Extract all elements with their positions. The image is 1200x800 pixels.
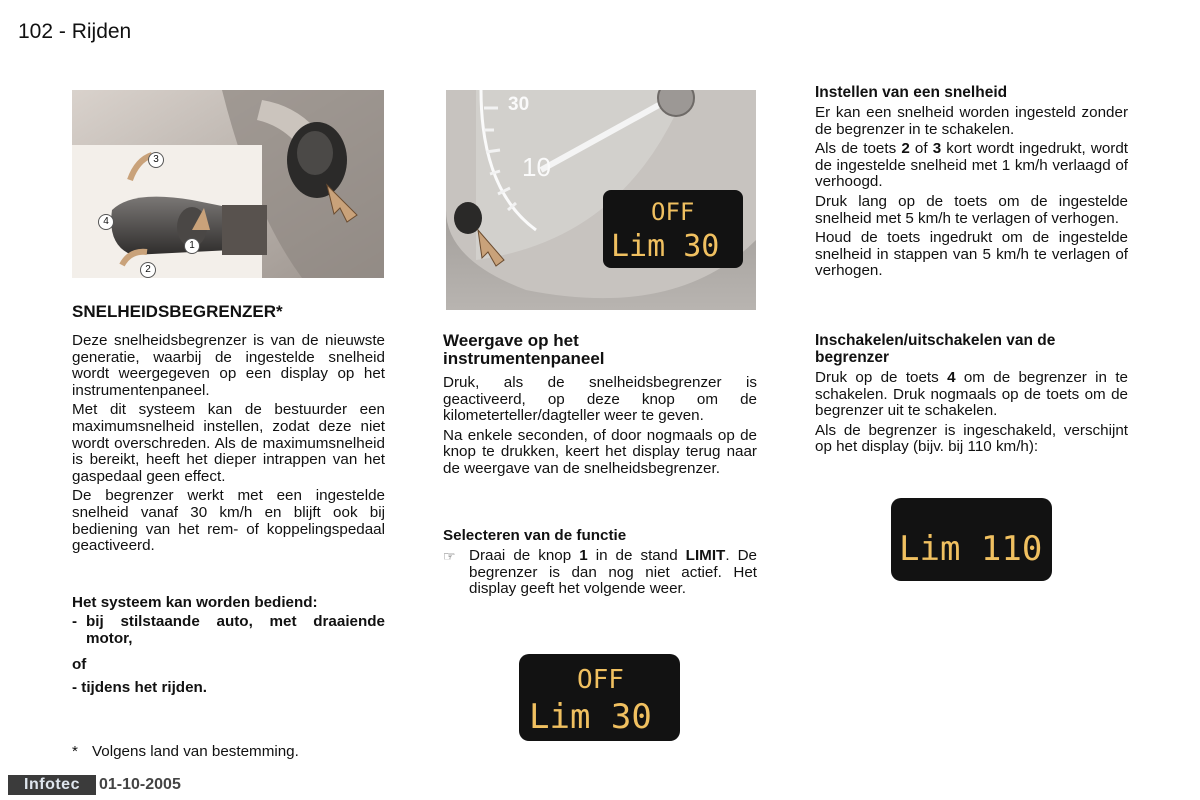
operation-item: - tijdens het rijden.: [72, 679, 208, 696]
paragraph-part: kort wordt ingedrukt, wordt de ingestelde snelheid met 1 km/h verlaagd of verhoogd.: [815, 140, 1129, 191]
callout-2: 2: [140, 262, 156, 278]
footnote-mark: *: [72, 743, 78, 760]
intro-text: [72, 333, 385, 558]
footnote-text: Volgens land van bestemming.: [92, 743, 299, 760]
infotec-logo: Infotec: [8, 775, 96, 795]
display-line1: Lim 110: [899, 529, 1043, 569]
bullet-text-part: in de stand: [587, 547, 686, 564]
paragraph: Met dit systeem kan de bestuurder een maximumsnelheid instellen, zodat deze niet wordt overschreden. Als de maximumsnelheid is bereikt, heeft het dieper intrappen van het gaspedaal geen effect.: [72, 401, 385, 485]
paragraph: [815, 141, 1128, 191]
setting-text: [815, 105, 1128, 283]
display-line1: OFF: [577, 665, 624, 695]
callout-4: 4: [98, 214, 114, 230]
gauge-label-10: 10: [522, 152, 551, 182]
bullet-bold: 1: [579, 547, 588, 564]
footnote: [72, 743, 385, 760]
speed-limiter-display: [891, 498, 1052, 581]
instrument-panel-illustration: [446, 90, 756, 310]
pointing-hand-icon: ☞: [443, 548, 456, 564]
paragraph: Druk, als de snelheidsbegrenzer is geactiveerd, op deze knop om de kilometerteller/dagteller weer te geven.: [443, 374, 757, 425]
bullet-bold: LIMIT: [685, 547, 726, 564]
callout-1: 1: [184, 238, 200, 254]
stalk-control-illustration: [72, 90, 384, 278]
paragraph-part: Als de toets: [815, 140, 902, 158]
paragraph: Als de begrenzer is ingeschakeld, verschijnt op het display (bijv. bij 110 km/h):: [815, 421, 1128, 456]
gauge-label-30: 30: [508, 94, 530, 115]
subheading: Inschakelen/uitschakelen van de begrenzer: [815, 332, 1056, 366]
dash: -: [72, 613, 78, 630]
display-text: [443, 375, 757, 481]
display-line2: Lim 30: [529, 697, 652, 737]
paragraph: [815, 370, 1128, 420]
paragraph-bold: 4: [947, 369, 956, 386]
display-line1: OFF: [651, 198, 695, 226]
callout-3: 3: [148, 152, 164, 168]
operation-item-text: bij stilstaande auto, met draaiende motor,: [86, 613, 385, 647]
paragraph: Deze snelheidsbegrenzer is van de nieuwste generatie, waarbij de ingestelde snelheid wordt weergegeven op een display op het instrumentenpaneel.: [72, 332, 385, 399]
operation-item: [72, 614, 385, 647]
bullet-text-part: Draai de knop: [469, 547, 580, 564]
operation-heading: Het systeem kan worden bediend:: [72, 594, 318, 611]
paragraph: Houd de toets ingedrukt om de ingestelde snelheid in stappen van 5 km/h te verlagen of verhogen.: [815, 229, 1128, 280]
speed-limiter-display: [603, 190, 743, 268]
paragraph: Na enkele seconden, of door nogmaals op de knop te drukken, keert het display terug naar de weergave van de snelheidsbegrenzer.: [443, 426, 757, 477]
paragraph: Er kan een snelheid worden ingesteld zonder de begrenzer in te schakelen.: [815, 104, 1128, 138]
section-title: SNELHEIDSBEGRENZER*: [72, 302, 283, 321]
paragraph-bold: 2: [901, 140, 910, 158]
page-title: 102 - Rijden: [18, 20, 132, 43]
section-title: Weergave op het instrumentenpaneel: [443, 331, 605, 368]
subheading: Instellen van een snelheid: [815, 84, 1008, 101]
paragraph-part: of: [909, 140, 933, 158]
activation-text: [815, 370, 1128, 459]
speed-limiter-display: [519, 654, 680, 741]
bullet-text-part: . De begrenzer is dan nog niet actief. Het display geeft het volgende weer.: [469, 547, 757, 598]
paragraph-bold: 3: [932, 140, 942, 158]
operation-or: of: [72, 656, 87, 673]
paragraph: De begrenzer werkt met een ingestelde snelheid vanaf 30 km/h en blijft ook bij bediening van het rem- of koppelingspedaal geactiveerd.: [72, 487, 385, 555]
bullet-text: [469, 548, 757, 598]
subheading: Selecteren van de functie: [443, 527, 627, 544]
paragraph-part: om de begrenzer in te schakelen. Druk nogmaals op de toets om de begrenzer uit te schakelen.: [815, 369, 1128, 420]
display-line2: Lim 30: [611, 229, 720, 264]
bullet-item: [443, 548, 757, 601]
footer-date: 01-10-2005: [99, 776, 181, 793]
paragraph-part: Druk op de toets: [815, 369, 948, 386]
paragraph: Druk lang op de toets om de ingestelde snelheid met 5 km/h te verlagen of verhogen.: [815, 192, 1128, 227]
